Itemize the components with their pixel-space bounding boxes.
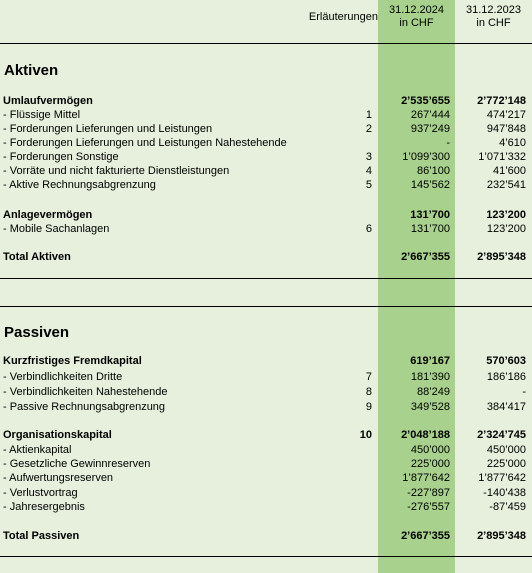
row-value-2023: 2’895’348 <box>477 530 526 542</box>
row-label: - Forderungen Lieferungen und Leistungen <box>3 123 213 135</box>
header-2023-unit: in CHF <box>476 17 511 29</box>
row-value-2024: 225’000 <box>410 458 450 470</box>
row-label: Umlaufvermögen <box>3 95 93 107</box>
table-row <box>0 94 532 108</box>
table-row <box>0 250 532 264</box>
divider <box>0 556 532 557</box>
row-value-2023: 570’603 <box>486 355 526 367</box>
row-value-2024: 2’535’655 <box>401 95 450 107</box>
row-value-2024: 619’167 <box>410 355 450 367</box>
table-row <box>0 486 532 500</box>
table-row <box>0 208 532 222</box>
table-row <box>0 428 532 442</box>
row-note: 6 <box>365 223 372 235</box>
row-value-2023: 186’186 <box>486 371 526 383</box>
section-title-passiven: Passiven <box>4 324 70 341</box>
row-value-2023: - <box>522 386 526 398</box>
row-label: - Flüssige Mittel <box>3 109 81 121</box>
row-label: - Aktive Rechnungsabgrenzung <box>3 179 156 191</box>
row-label: - Verbindlichkeiten Dritte <box>3 371 123 383</box>
row-note: 8 <box>365 386 372 398</box>
table-row <box>0 529 532 543</box>
row-value-2023: 2’324’745 <box>477 429 526 441</box>
row-label: Anlagevermögen <box>3 209 93 221</box>
header-2024 <box>378 4 455 34</box>
header-2024-unit: in CHF <box>399 17 434 29</box>
row-value-2023: 474’217 <box>486 109 526 121</box>
section-title-aktiven: Aktiven <box>4 62 59 79</box>
row-value-2024: 181’390 <box>410 371 450 383</box>
row-note: 5 <box>365 179 372 191</box>
row-note: 7 <box>365 371 372 383</box>
row-label: - Forderungen Lieferungen und Leistungen Nahestehende <box>3 137 287 149</box>
row-value-2024: 88’249 <box>416 386 450 398</box>
table-row <box>0 457 532 471</box>
table-row <box>0 471 532 485</box>
table-row <box>0 370 532 384</box>
row-value-2024: -276’557 <box>407 501 450 513</box>
row-note: 3 <box>365 151 372 163</box>
table-row <box>0 443 532 457</box>
row-value-2024: 349’528 <box>410 401 450 413</box>
row-value-2024: 450’000 <box>410 444 450 456</box>
table-row <box>0 136 532 150</box>
row-value-2024: 2’667’355 <box>401 530 450 542</box>
table-row <box>0 150 532 164</box>
row-label: - Verbindlichkeiten Nahestehende <box>3 386 168 398</box>
row-value-2023: -140’438 <box>483 487 526 499</box>
row-value-2024: 145’562 <box>410 179 450 191</box>
row-label: - Aktienkapital <box>3 444 72 456</box>
table-row <box>0 385 532 399</box>
row-note: 9 <box>365 401 372 413</box>
row-label: Total Aktiven <box>3 251 71 263</box>
row-label: - Forderungen Sonstige <box>3 151 119 163</box>
header-notes: Erläuterungen <box>308 11 378 23</box>
row-value-2023: 123’200 <box>486 223 526 235</box>
header-2023 <box>455 4 532 34</box>
row-label: Total Passiven <box>3 530 80 542</box>
row-label: - Gesetzliche Gewinnreserven <box>3 458 151 470</box>
row-value-2023: 384’417 <box>486 401 526 413</box>
table-row <box>0 108 532 122</box>
row-value-2024: 267’444 <box>410 109 450 121</box>
row-value-2023: 4’610 <box>499 137 526 149</box>
table-row <box>0 500 532 514</box>
row-note: 10 <box>359 429 372 441</box>
row-value-2024: 131’700 <box>410 223 450 235</box>
row-value-2024: -227’897 <box>407 487 450 499</box>
row-label: - Vorräte und nicht fakturierte Dienstleistungen <box>3 165 230 177</box>
row-value-2023: 2’895’348 <box>477 251 526 263</box>
row-label: - Verlustvortrag <box>3 487 78 499</box>
row-value-2023: -87’459 <box>489 501 526 513</box>
row-label: - Aufwertungsreserven <box>3 472 114 484</box>
row-label: Kurzfristiges Fremdkapital <box>3 355 142 367</box>
row-value-2024: - <box>446 137 450 149</box>
table-row <box>0 122 532 136</box>
table-row <box>0 164 532 178</box>
table-row <box>0 222 532 236</box>
table-row <box>0 400 532 414</box>
row-label: - Mobile Sachanlagen <box>3 223 110 235</box>
row-value-2023: 1’071’332 <box>478 151 526 163</box>
divider <box>0 306 532 307</box>
row-value-2023: 123’200 <box>486 209 526 221</box>
row-value-2024: 2’667’355 <box>401 251 450 263</box>
row-note: 2 <box>365 123 372 135</box>
row-label: Organisationskapital <box>3 429 112 441</box>
row-note: 1 <box>365 109 372 121</box>
row-value-2023: 450’000 <box>486 444 526 456</box>
row-note: 4 <box>365 165 372 177</box>
row-value-2023: 232’541 <box>486 179 526 191</box>
row-label: - Passive Rechnungsabgrenzung <box>3 401 166 413</box>
row-label: - Jahresergebnis <box>3 501 85 513</box>
header-2024-date: 31.12.2024 <box>388 4 445 16</box>
row-value-2023: 41’600 <box>492 165 526 177</box>
divider <box>0 43 532 44</box>
row-value-2024: 86’100 <box>416 165 450 177</box>
row-value-2023: 947’848 <box>486 123 526 135</box>
header-2023-date: 31.12.2023 <box>465 4 522 16</box>
divider <box>0 278 532 279</box>
row-value-2024: 937’249 <box>410 123 450 135</box>
row-value-2023: 1’877’642 <box>478 472 526 484</box>
row-value-2024: 1’877’642 <box>402 472 450 484</box>
row-value-2024: 1’099’300 <box>402 151 450 163</box>
table-row <box>0 354 532 368</box>
row-value-2023: 2’772’148 <box>477 95 526 107</box>
row-value-2023: 225’000 <box>486 458 526 470</box>
row-value-2024: 2’048’188 <box>401 429 450 441</box>
table-row <box>0 178 532 192</box>
row-value-2024: 131’700 <box>410 209 450 221</box>
